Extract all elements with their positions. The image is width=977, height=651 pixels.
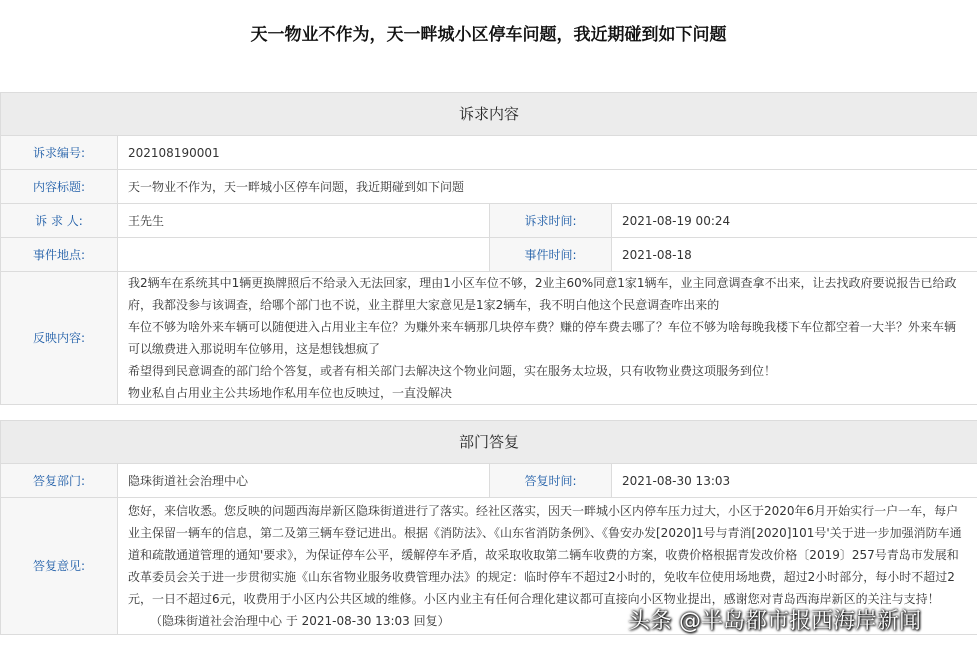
complaint-person-label: 诉 求 人: <box>1 204 118 238</box>
event-time-value: 2021-08-18 <box>612 238 977 272</box>
reply-opinion-text: 您好，来信收悉。您反映的问题西海岸新区隐珠街道进行了落实。经社区落实，因天一畔城小区内停车压力过大，小区于2020年6月开始实行一户一车，每户业主保留一辆车的信息，第二及第三辆车登记进出。根据《消防法》、《山东省消防条例》、《鲁安办发[2020]1号与青消[2020]101号'关于进一步加强消防车通道和疏散通道管理的通知'要求》，为保证停车公平，缓解停车矛盾，故采取收取第二辆车收费的方案，收费价格根据青发改价格〔2019〕257号青岛市发展和改革委员会关于进一步贯彻实施《山东省物业服务收费管理办法》的规定：临时停车不超过2小时的，免收车位使用场地费，超过2小时部分，每小时不超过2元，一日不超过6元，收费用于小区内公共区域的维修。小区内业主有任何合理化建议都可直接向小区物业提出，感谢您对青岛西海岸新区的关注与支持！ <box>128 504 962 606</box>
complaint-section-header <box>1 93 977 136</box>
complaint-number-row <box>1 136 977 170</box>
complaint-location-row <box>1 238 977 272</box>
complaint-content-line: 车位不够为啥外来车辆可以随便进入占用业主车位？为赚外来车辆那几块停车费？赚的停车费去哪了？车位不够为啥每晚我楼下车位都空着一大半？外来车辆可以缴费进入那说明车位够用，这是想钱想疯了 <box>128 320 957 356</box>
complaint-content-label: 反映内容: <box>1 272 118 405</box>
complaint-number-value: 202108190001 <box>118 136 977 170</box>
reply-dept-value: 隐珠街道社会治理中心 <box>118 464 490 498</box>
watermark <box>628 604 921 635</box>
page-title: 天一物业不作为，天一畔城小区停车问题，我近期碰到如下问题 <box>250 25 727 45</box>
watermark-text: 头条 @半岛都市报西海岸新闻 <box>628 609 921 634</box>
complaint-person-value: 王先生 <box>118 204 490 238</box>
reply-time-value: 2021-08-30 13:03 <box>612 464 977 498</box>
complaint-time-label: 诉求时间: <box>490 204 612 238</box>
complaint-content-line: 物业私自占用业主公共场地作私用车位也反映过，一直没解决 <box>128 386 453 400</box>
complaint-time-value: 2021-08-19 00:24 <box>612 204 977 238</box>
reply-time-label: 答复时间: <box>490 464 612 498</box>
event-time-label: 事件时间: <box>490 238 612 272</box>
complaint-subject-row <box>1 170 977 204</box>
reply-signature: （隐珠街道社会治理中心 于 2021-08-30 13:03 回复） <box>150 614 450 628</box>
reply-section-header <box>1 421 977 464</box>
complaint-content-value <box>118 272 977 405</box>
complaint-section-title: 诉求内容 <box>1 93 977 136</box>
complaint-number-label: 诉求编号: <box>1 136 118 170</box>
reply-opinion-label: 答复意见: <box>1 498 118 635</box>
complaint-subject-value: 天一物业不作为，天一畔城小区停车问题，我近期碰到如下问题 <box>118 170 977 204</box>
reply-dept-label: 答复部门: <box>1 464 118 498</box>
complaint-content-line: 我2辆车在系统其中1辆更换牌照后不给录入无法回家，理由1小区车位不够，2业主60%同意1家1辆车，业主同意调查拿不出来，让去找政府要说报告已给政府，我都没参与该调查，给哪个部门也不说，业主群里大家意见是1家2辆车，我不明白他这个民意调查咋出来的 <box>128 276 957 312</box>
complaint-content-line: 希望得到民意调查的部门给个答复，或者有相关部门去解决这个物业问题，实在服务太垃圾，只有收物业费这项服务到位！ <box>128 364 777 378</box>
reply-table <box>0 420 977 635</box>
complaint-location-value <box>118 238 490 272</box>
complaint-subject-label: 内容标题: <box>1 170 118 204</box>
complaint-location-label: 事件地点: <box>1 238 118 272</box>
complaint-person-row <box>1 204 977 238</box>
complaint-content-row <box>1 272 977 405</box>
complaint-table <box>0 92 977 405</box>
reply-dept-row <box>1 464 977 498</box>
reply-section-title: 部门答复 <box>1 421 977 464</box>
